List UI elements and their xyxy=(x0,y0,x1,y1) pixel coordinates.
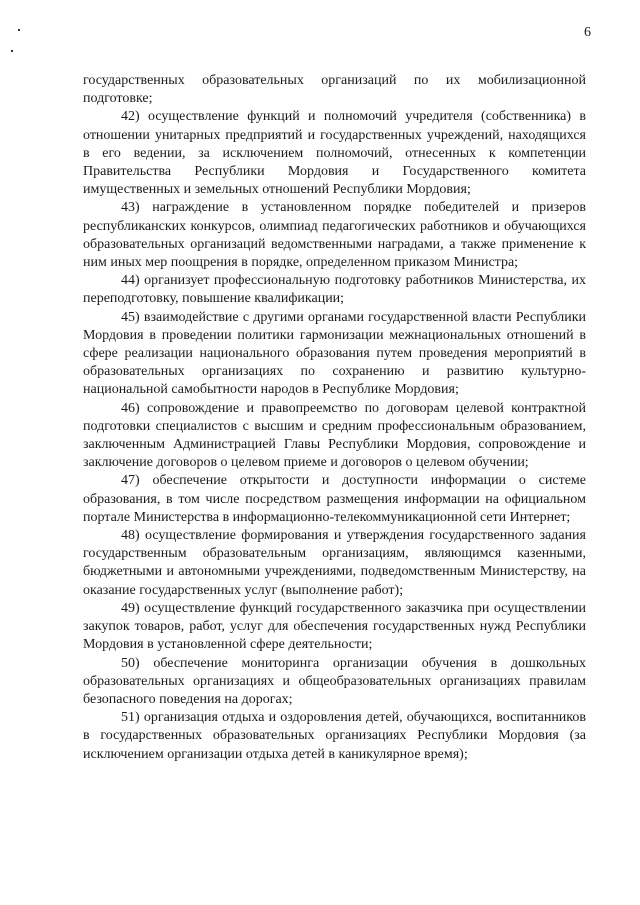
paragraph-item-49: 49) осуществление функций государственного заказчика при осуществлении закупок товаров, работ, услуг для обеспечения государственных нужд Республики Мордовия в установленной сфере деятельности; xyxy=(83,600,586,653)
paragraph-item-46: 46) сопровождение и правопреемство по договорам целевой контрактной подготовки специалистов с высшим и средним профессиональным образованием, заключенным Администрацией Главы Республики Мордовия, сопровождение и заключение договоров о целевом приеме и договоров о целевом обучении; xyxy=(83,400,586,471)
paragraph-item-51: 51) организация отдыха и оздоровления детей, обучающихся, воспитанников в государственных образовательных организациях Республики Мордовия (за исключением организации отдыха детей в каникулярное время); xyxy=(83,710,586,762)
paragraph-item-44: 44) организует профессиональную подготовку работников Министерства, их переподготовку, повышение квалификации; xyxy=(83,273,586,307)
document-body xyxy=(83,72,586,764)
paragraph-item-47: 47) обеспечение открытости и доступности информации о системе образования, в том числе посредством размещения информации на официальном портале Министерства в информационно-телекоммуникационной сети Интернет; xyxy=(83,473,586,525)
paragraph-item-42: 42) осуществление функций и полномочий учредителя (собственника) в отношении унитарных предприятий и государственных учреждений, находящихся в его ведении, за исключением полномочий, отнесенных к компетенции Правительства Республики Мордовия и Государственного комитета имущественных и земельных отношений Республики Мордовия; xyxy=(83,109,586,198)
scan-artifact xyxy=(18,29,20,31)
scan-artifact xyxy=(11,50,13,52)
paragraph-item-45: 45) взаимодействие с другими органами государственной власти Республики Мордовия в проведении политики гармонизации межнациональных отношений в сфере реализации национального образования путем проведения мероприятий в образовательных организациях по сохранению и развитию культурно-национальной самобытности народов в Республике Мордовия; xyxy=(83,309,586,398)
paragraph-item-43: 43) награждение в установленном порядке победителей и призеров республиканских конкурсов, олимпиад педагогических работников и обучающихся образовательных организаций ведомственными наградами, а также применение к ним иных мер поощрения в порядке, определенном приказом Министра; xyxy=(83,200,586,271)
paragraph-item-50: 50) обеспечение мониторинга организации обучения в дошкольных образовательных организациях и общеобразовательных организациях правилам безопасного поведения на дорогах; xyxy=(83,655,586,707)
page-number: 6 xyxy=(584,25,591,40)
paragraph-continuation: государственных образовательных организаций по их мобилизационной подготовке; xyxy=(83,73,586,107)
paragraph-item-48: 48) осуществление формирования и утверждения государственного задания государственным образовательным организациям, являющимся казенными, бюджетными и автономными учреждениями, подведомственным Министерству, на оказание государственных услуг (выполнение работ); xyxy=(83,528,586,598)
